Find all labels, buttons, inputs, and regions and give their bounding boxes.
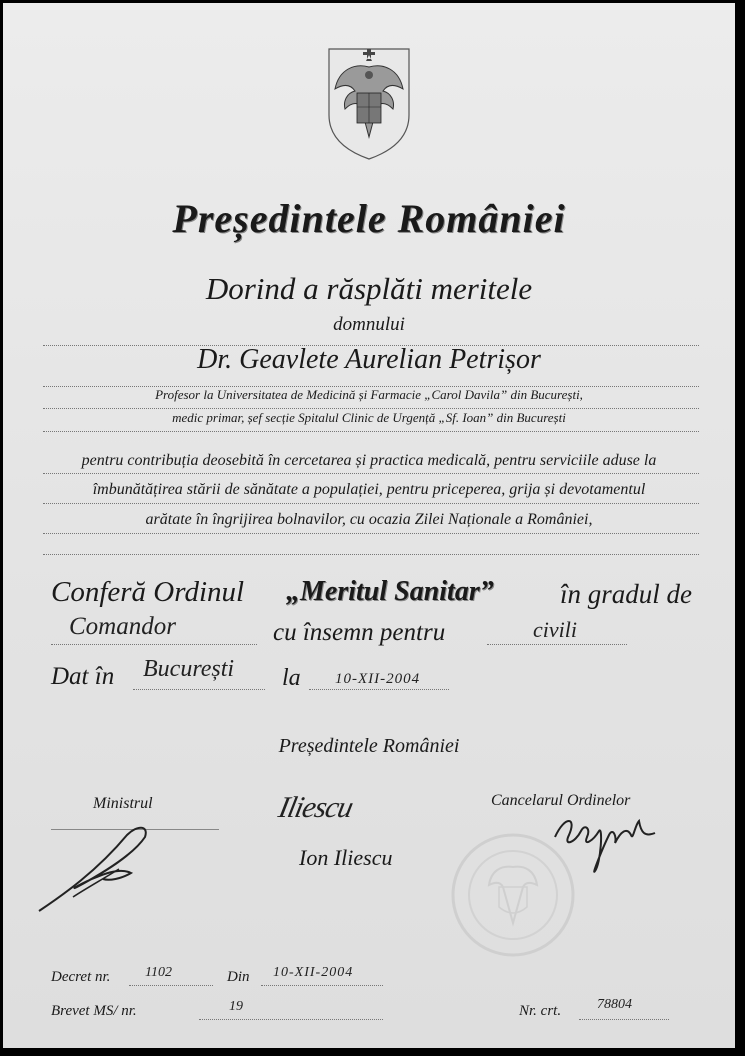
- divider: [43, 473, 699, 474]
- insignia-value: civili: [533, 617, 577, 642]
- place-underline: [133, 689, 265, 690]
- minister-title: Ministrul: [93, 795, 153, 812]
- insignia-underline: [487, 644, 627, 645]
- record-number: 78804: [597, 997, 632, 1012]
- brevet-label: Brevet MS/ nr.: [51, 1003, 137, 1019]
- page-title: Președintele României: [172, 196, 566, 241]
- intro-text: Dorind a răsplăti meritele: [205, 271, 533, 306]
- decree-date-label: Din: [227, 969, 250, 985]
- embossed-seal-icon: [449, 831, 577, 959]
- decree-number: 1102: [145, 965, 172, 980]
- chancellor-title: Cancelarul Ordinelor: [491, 792, 631, 809]
- divider: [43, 431, 699, 432]
- salutation-text: domnului: [333, 314, 405, 335]
- recipient-affiliation-2: medic primar, șef secție Spitalul Clinic de Urgență „Sf. Ioan” din București: [172, 410, 566, 425]
- coat-of-arms-icon: [325, 45, 413, 163]
- president-title: Președintele României: [278, 735, 460, 757]
- brevet-underline: [199, 1019, 383, 1020]
- citation-line-2: îmbunătățirea stării de sănătate a populației, pentru priceperea, grija și devotamentul: [92, 481, 646, 498]
- minister-signature-icon: [33, 821, 153, 917]
- record-label: Nr. crt.: [519, 1003, 562, 1019]
- grade-underline: [51, 644, 257, 645]
- certificate-page: [3, 3, 735, 1048]
- insignia-label: cu însemn pentru: [273, 619, 446, 646]
- divider: [43, 408, 699, 409]
- record-underline: [579, 1019, 669, 1020]
- place-value: București: [143, 656, 235, 682]
- divider: [43, 533, 699, 534]
- date-underline: [309, 689, 449, 690]
- citation-line-1: pentru contribuția deosebită în cercetarea și practica medicală, pentru serviciile aduse la: [81, 452, 657, 469]
- place-label: Dat în: [51, 663, 115, 690]
- recipient-affiliation-1: Profesor la Universitatea de Medicină și Farmacie „Carol Davila” din București,: [155, 387, 583, 402]
- grade-value: Comandor: [69, 613, 176, 640]
- president-signature: Iliescu: [275, 791, 356, 824]
- president-name: Ion Iliescu: [299, 845, 393, 870]
- date-label: la: [282, 665, 301, 691]
- decree-label: Decret nr.: [51, 969, 111, 985]
- grade-label: în gradul de: [560, 579, 692, 609]
- recipient-name: Dr. Geavlete Aurelian Petrișor: [197, 344, 541, 375]
- order-name: „Meritul Sanitar”: [286, 576, 494, 607]
- brevet-number: 19: [229, 999, 243, 1014]
- decree-date: 10-XII-2004: [273, 965, 354, 980]
- decree-date-underline: [261, 985, 383, 986]
- decree-underline: [129, 985, 213, 986]
- divider: [43, 554, 699, 555]
- confers-label: Conferă Ordinul: [51, 576, 245, 608]
- date-value: 10-XII-2004: [335, 671, 421, 687]
- divider: [43, 503, 699, 504]
- citation-line-3: arătate în îngrijirea bolnavilor, cu ocazia Zilei Naționale a României,: [145, 511, 593, 528]
